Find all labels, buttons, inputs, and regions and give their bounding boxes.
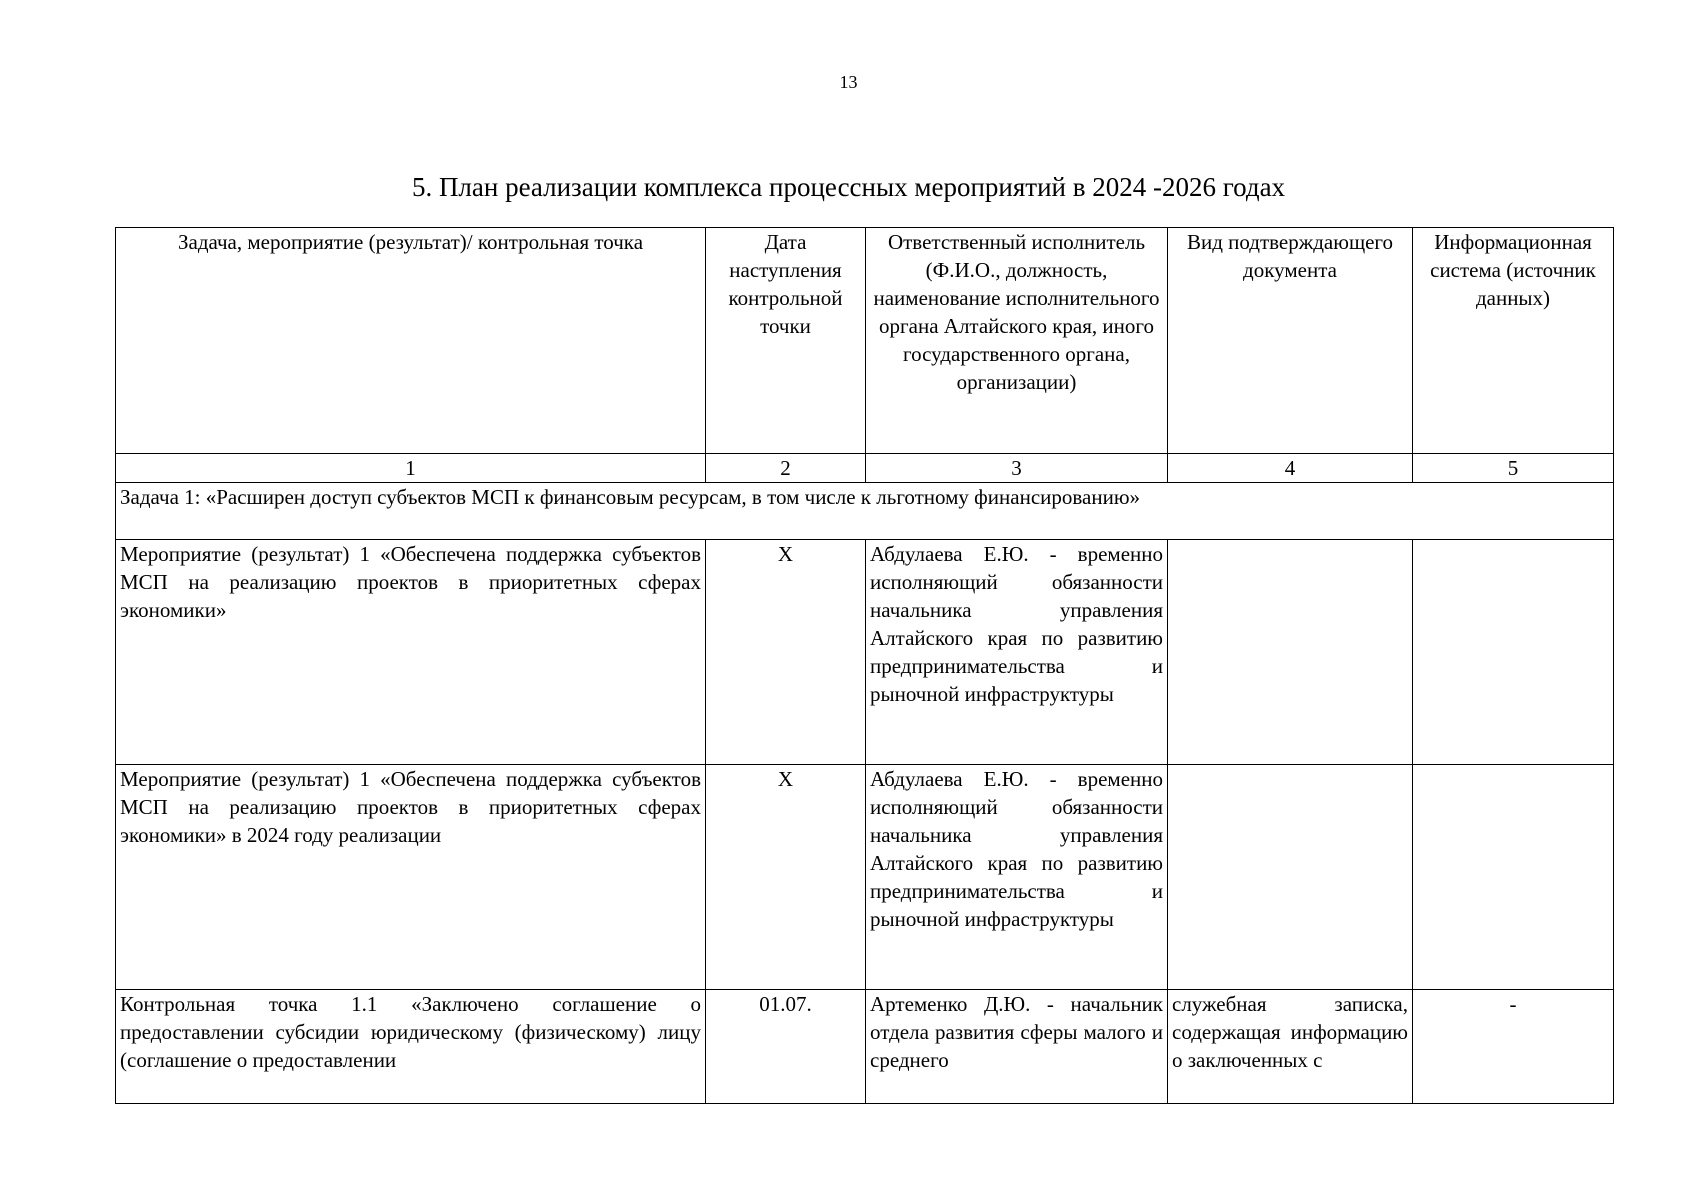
header-date: Дата наступления контрольной точки xyxy=(706,228,866,454)
document-cell xyxy=(1168,540,1413,765)
system-cell xyxy=(1413,765,1614,990)
item-cell: Мероприятие (результат) 1 «Обеспечена поддержка субъектов МСП на реализацию проектов в приоритетных сферах экономики» в 2024 году реализации xyxy=(116,765,706,990)
document-text: служебная записка, содержащая информацию о заключенных с xyxy=(1172,992,1408,1072)
responsible-cell: Абдулаева Е.Ю. - временно исполняющий обязанности начальника управления Алтайского края по развитию предпринимательства и рыночной инфраструктуры xyxy=(866,540,1168,765)
table-row xyxy=(116,765,1614,990)
date-cell: 01.07. xyxy=(706,990,866,1104)
column-number-row xyxy=(116,454,1614,483)
section-title: 5. План реализации комплекса процессных мероприятий в 2024 -2026 годах xyxy=(411,172,1286,202)
column-number: 2 xyxy=(706,454,866,483)
header-task: Задача, мероприятие (результат)/ контрольная точка xyxy=(116,228,706,454)
header-responsible: Ответственный исполнитель (Ф.И.О., должность, наименование исполнительного органа Алтайского края, иного государственного органа, организации) xyxy=(866,228,1168,454)
system-cell xyxy=(1413,540,1614,765)
date-cell: X xyxy=(706,540,866,765)
column-number: 4 xyxy=(1168,454,1413,483)
header-row xyxy=(116,228,1614,454)
item-cell: Мероприятие (результат) 1 «Обеспечена поддержка субъектов МСП на реализацию проектов в приоритетных сферах экономики» xyxy=(116,540,706,765)
page-number: 13 xyxy=(839,72,858,92)
column-number: 5 xyxy=(1413,454,1614,483)
document-cell xyxy=(1168,990,1413,1104)
task-text: Задача 1: «Расширен доступ субъектов МСП к финансовым ресурсам, в том числе к льготному финансированию» xyxy=(116,483,1614,540)
item-text: Контрольная точка 1.1 «Заключено соглашение о предоставлении субсидии юридическому (физическому) лицу (соглашение о предоставлении xyxy=(120,992,701,1072)
responsible-text: Артеменко Д.Ю. - начальник отдела развития сферы малого и среднего xyxy=(870,992,1163,1072)
table-row xyxy=(116,540,1614,765)
task-row xyxy=(116,483,1614,540)
date-cell: X xyxy=(706,765,866,990)
header-system: Информационная система (источник данных) xyxy=(1413,228,1614,454)
responsible-cell: Абдулаева Е.Ю. - временно исполняющий обязанности начальника управления Алтайского края по развитию предпринимательства и рыночной инфраструктуры xyxy=(866,765,1168,990)
table-row xyxy=(116,990,1614,1104)
column-number: 3 xyxy=(866,454,1168,483)
document-cell xyxy=(1168,765,1413,990)
header-document: Вид подтверждающего документа xyxy=(1168,228,1413,454)
system-cell: - xyxy=(1413,990,1614,1104)
column-number: 1 xyxy=(116,454,706,483)
plan-table xyxy=(115,227,1614,1104)
item-cell xyxy=(116,990,706,1104)
responsible-cell xyxy=(866,990,1168,1104)
